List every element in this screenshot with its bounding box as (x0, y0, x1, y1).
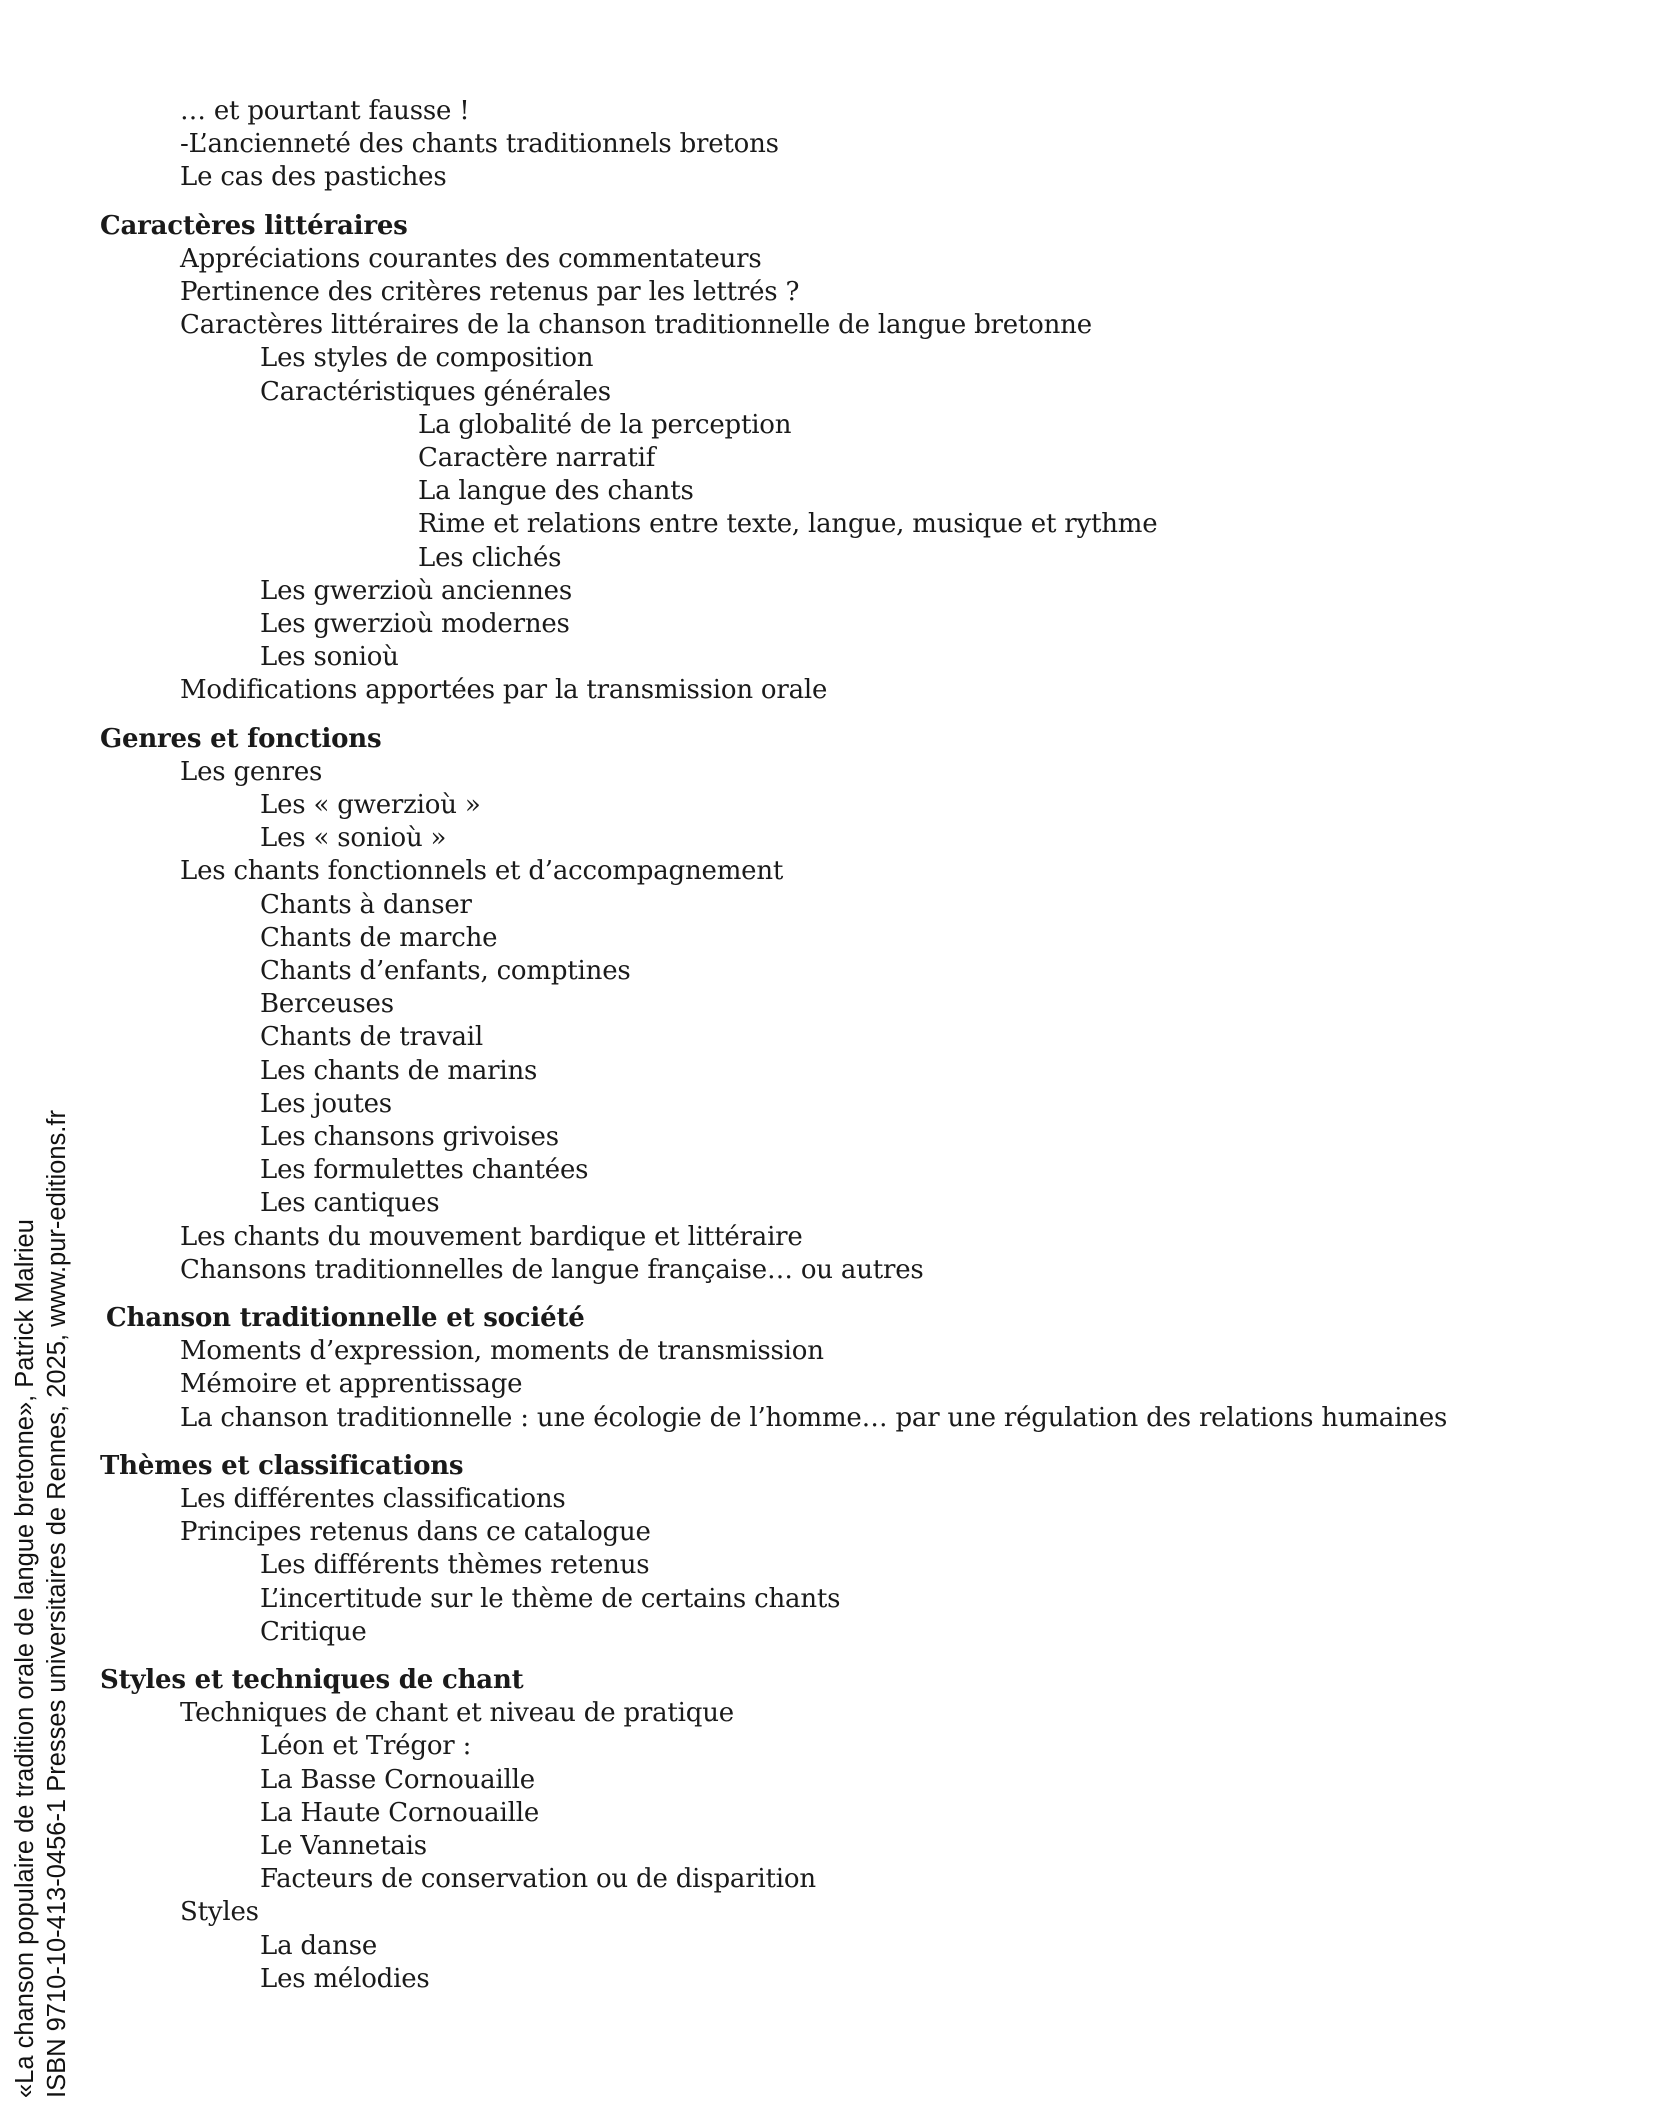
toc-entry: -L’ancienneté des chants traditionnels bretons (180, 129, 779, 159)
toc-entry: Les genres (180, 757, 323, 787)
toc-entry: Pertinence des critères retenus par les lettrés ? (180, 277, 800, 307)
toc-entry: Caractère narratif (418, 443, 656, 473)
toc-entry: Moments d’expression, moments de transmission (180, 1336, 824, 1366)
toc-entry: Les gwerzioù modernes (260, 609, 570, 639)
toc-entry: La Haute Cornouaille (260, 1798, 540, 1828)
toc-entry: Le cas des pastiches (180, 162, 447, 192)
toc-entry: Les « gwerzioù » (260, 790, 481, 820)
toc-entry: Modifications apportées par la transmission orale (180, 675, 828, 705)
toc-entry: Les cantiques (260, 1188, 440, 1218)
toc-entry: Les styles de composition (260, 343, 594, 373)
toc-entry: La danse (260, 1931, 378, 1961)
toc-entry: Chansons traditionnelles de langue française… ou autres (180, 1255, 924, 1285)
toc-entry: Les chansons grivoises (260, 1122, 559, 1152)
credit-isbn-publisher: ISBN 9710-10-413-0456-1 Presses universitaires de Rennes, 2025, www.pur-editions.fr (43, 1110, 71, 2098)
toc-entry: Appréciations courantes des commentateurs (180, 244, 762, 274)
toc-entry: Les sonioù (260, 642, 399, 672)
toc-entry: Les gwerzioù anciennes (260, 576, 572, 606)
toc-entry: La chanson traditionnelle : une écologie de l’homme… par une régulation des relations humaines (180, 1403, 1448, 1433)
toc-entry: Berceuses (260, 989, 394, 1019)
toc-section-heading: Thèmes et classifications (100, 1451, 464, 1481)
toc-entry: Les clichés (418, 543, 562, 573)
toc-entry: Les chants du mouvement bardique et littéraire (180, 1222, 803, 1252)
toc-entry: Les chants fonctionnels et d’accompagnement (180, 856, 784, 886)
toc-entry: Les différents thèmes retenus (260, 1550, 650, 1580)
toc-entry: La langue des chants (418, 476, 694, 506)
toc-entry: Critique (260, 1617, 367, 1647)
toc-entry: Mémoire et apprentissage (180, 1369, 523, 1399)
toc-entry: Chants de marche (260, 923, 498, 953)
toc-entry: Chants de travail (260, 1022, 484, 1052)
toc-entry: La Basse Cornouaille (260, 1765, 535, 1795)
toc-entry: Les mélodies (260, 1964, 430, 1994)
toc-entry: Les joutes (260, 1089, 392, 1119)
toc-entry: Le Vannetais (260, 1831, 427, 1861)
toc-entry: Les formulettes chantées (260, 1155, 589, 1185)
toc-entry: Styles (180, 1897, 259, 1927)
toc-entry: … et pourtant fausse ! (180, 96, 470, 126)
toc-entry: Les « sonioù » (260, 823, 447, 853)
toc-entry: Techniques de chant et niveau de pratique (180, 1698, 734, 1728)
toc-entry: Les chants de marins (260, 1056, 538, 1086)
toc-entry: Caractéristiques générales (260, 377, 611, 407)
credit-title-author: «La chanson populaire de tradition orale de langue bretonne», Patrick Malrieu (11, 1219, 39, 2098)
toc-entry: Rime et relations entre texte, langue, musique et rythme (418, 509, 1158, 539)
toc-entry: L’incertitude sur le thème de certains chants (260, 1584, 841, 1614)
toc-entry: La globalité de la perception (418, 410, 792, 440)
toc-entry: Chants d’enfants, comptines (260, 956, 631, 986)
toc-section-heading: Styles et techniques de chant (100, 1665, 524, 1695)
toc-entry: Caractères littéraires de la chanson traditionnelle de langue bretonne (180, 310, 1092, 340)
toc-entry: Les différentes classifications (180, 1484, 566, 1514)
toc-section-heading: Caractères littéraires (100, 211, 408, 241)
toc-section-heading: Genres et fonctions (100, 724, 382, 754)
toc-entry: Léon et Trégor : (260, 1731, 472, 1761)
toc-entry: Facteurs de conservation ou de disparition (260, 1864, 816, 1894)
toc-entry: Principes retenus dans ce catalogue (180, 1517, 651, 1547)
toc-section-heading: Chanson traditionnelle et société (106, 1303, 585, 1333)
toc-entry: Chants à danser (260, 890, 472, 920)
